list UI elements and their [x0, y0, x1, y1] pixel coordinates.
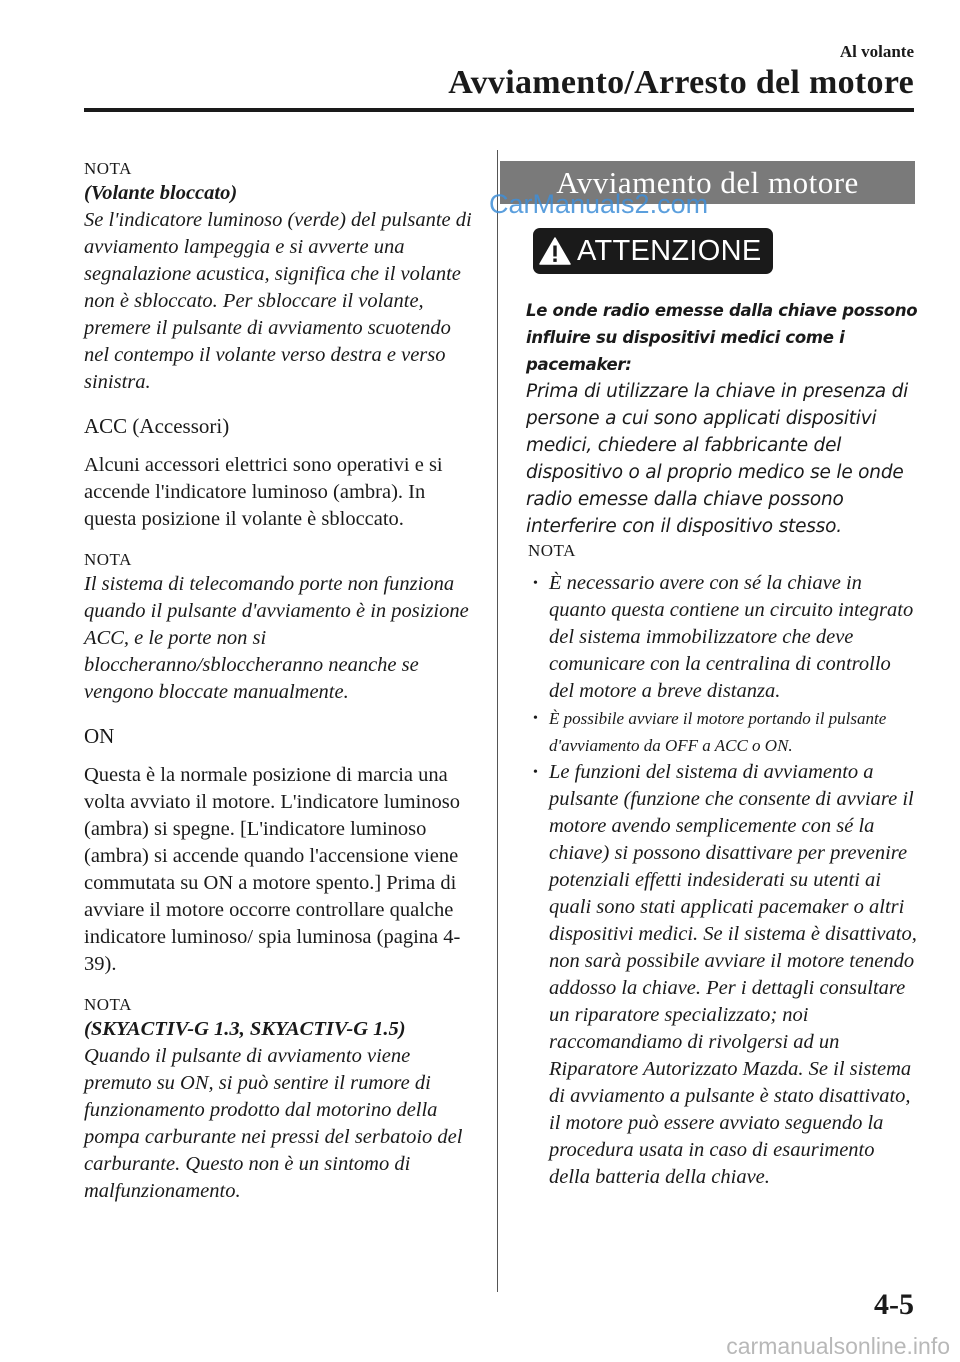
warning-body: Prima di utilizzare la chiave in presenza di persone a cui sono applicati dispositivi medici, chiedere al fabbricante del dispositivo o al proprio medico se le onde radio emesse dalla chiave possono interferire con il dispositivo stesso.	[526, 381, 909, 537]
running-header-section: Al volante	[839, 42, 914, 61]
list-item: • È possibile avviare il motore portando il pulsante d'avviamento da OFF a ACC o ON.	[528, 705, 918, 759]
acc-body: Alcuni accessori elettrici sono operativi e si accende l'indicatore luminoso (ambra). In questa posizione il volante è sbloccato.	[84, 454, 443, 530]
note-body: Se l'indicatore luminoso (verde) del pulsante di avviamento lampeggia e si avverte una segnalazione acustica, significa che il volante non è sbloccato. Per sbloccare il volante, premere il pulsante di avviamento scuotendo nel contempo il volante verso destra e verso sinistra.	[84, 209, 472, 393]
page-title: Avviamento/Arresto del motore	[448, 64, 914, 101]
note-bullet-list	[528, 570, 918, 1191]
column-divider	[497, 150, 498, 1292]
warning-label: ATTENZIONE	[577, 235, 762, 267]
left-column	[84, 158, 476, 1205]
note-body: Quando il pulsante di avviamento viene premuto su ON, si può sentire il rumore di funzionamento prodotto dal motorino della pompa carburante nei pressi del serbatoio del carburante. Questo non è un sintomo di malfunzionamento.	[84, 1045, 463, 1202]
warning-badge	[533, 228, 773, 274]
note-label: NOTA	[84, 159, 132, 178]
page-number: 4-5	[874, 1288, 914, 1321]
footer-watermark: carmanualsonline.info	[726, 1333, 950, 1359]
warning-text	[526, 297, 918, 540]
note-label: NOTA	[84, 550, 132, 569]
section-title-banner: Avviamento del motore	[500, 161, 915, 204]
warning-triangle-icon	[533, 228, 577, 274]
on-heading: ON	[84, 724, 115, 748]
list-item: • È necessario avere con sé la chiave in quanto questa contiene un circuito integrato del sistema immobilizzatore che deve comunicare con la centralina di controllo del motore a breve distanza.	[528, 570, 918, 705]
watermark-text: CarManuals2.com	[489, 189, 709, 219]
note-title: (Volante bloccato)	[84, 182, 238, 204]
on-body: Questa è la normale posizione di marcia una volta avviato il motore. L'indicatore luminoso (ambra) si spegne. [L'indicatore luminoso (ambra) si accende quando l'accensione viene commutata su ON a motore spento.] Prima di avviare il motore occorre controllare qualche indicatore luminoso/ spia luminosa (pagina 4-39).	[84, 764, 461, 975]
right-note	[528, 540, 918, 1191]
list-item: • Le funzioni del sistema di avviamento a pulsante (funzione che consente di avviare il motore avendo semplicemente con sé la chiave) si possono disattivare per prevenire potenziali effetti indesiderati su utenti ai quali sono stati applicati pacemaker o altri dispositivi medici. Se il sistema è disattivato, non sarà possibile avviare il motore tenendo addosso la chiave. Per i dettagli consultare un riparatore specializzato; noi raccomandiamo di rivolgersi ad un Riparatore Autorizzato Mazda. Se il sistema di avviamento a pulsante è stato disattivato, il motore può essere avviato seguendo la procedura usata in caso di esaurimento della batteria della chiave.	[528, 759, 918, 1191]
note-label: NOTA	[528, 541, 576, 560]
note-title: (SKYACTIV-G 1.3, SKYACTIV-G 1.5)	[84, 1018, 406, 1040]
warning-bold: Le onde radio emesse dalla chiave possono influire su dispositivi medici come i pacemaker:	[526, 301, 918, 374]
note-body: Il sistema di telecomando porte non funziona quando il pulsante d'avviamento è in posizione ACC, e le porte non si bloccheranno/sbloccheranno neanche se vengono bloccate manualmente.	[84, 573, 469, 703]
acc-heading: ACC (Accessori)	[84, 414, 230, 438]
note-label: NOTA	[84, 995, 132, 1014]
header-rule	[84, 108, 914, 112]
